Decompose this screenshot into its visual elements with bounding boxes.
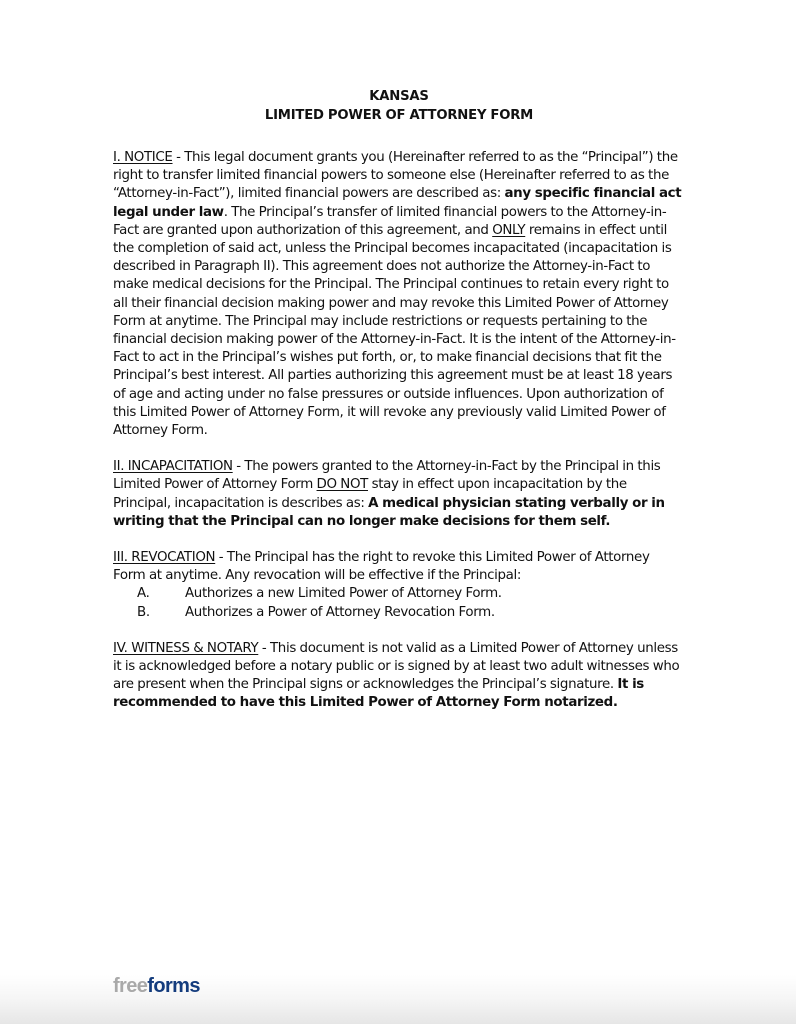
- title-form-name: LIMITED POWER OF ATTORNEY FORM: [264, 107, 534, 123]
- section-incapacitation: [113, 458, 685, 531]
- section-heading: II. INCAPACITATION: [113, 459, 233, 475]
- section-revocation: [113, 549, 685, 622]
- section-heading: IV. WITNESS & NOTARY: [113, 640, 259, 656]
- section-heading: I. NOTICE: [113, 150, 173, 165]
- section-text: . The Principal’s transfer of limited financial powers to the Attorney-in-Fact are granted upon authorization of this agreement, and: [113, 204, 667, 238]
- section-underlined-text: DO NOT: [316, 477, 368, 493]
- section-witness-notary: [113, 640, 685, 713]
- section-bold-text: A medical physician stating verbally or in writing that the Principal can no longer make decisions for them self.: [113, 495, 665, 529]
- section-bold-text: any specific financial act legal under law: [113, 186, 682, 220]
- section-text: - This legal document grants you (Hereinafter referred to as the “Principal”) the right to transfer limited financial powers to someone else (Hereinafter referred to as the “Attorney-in-Fact”), limited financial powers are described as:: [113, 150, 678, 202]
- logo-forms-text: forms: [147, 975, 200, 997]
- section-text: - The Principal has the right to revoke this Limited Power of Attorney Form at anytime. Any revocation will be effective if the Principal:: [113, 550, 650, 584]
- revocation-list: [113, 585, 685, 621]
- document-title: [113, 88, 685, 125]
- freeforms-logo: [113, 975, 200, 998]
- list-item-letter: B.: [137, 604, 150, 620]
- section-heading: III. REVOCATION: [113, 550, 216, 566]
- list-item: [113, 585, 685, 603]
- section-text: stay in effect upon incapacitation by the Principal, incapacitation is describes as:: [113, 477, 627, 511]
- list-item-text: Authorizes a Power of Attorney Revocation Form.: [185, 604, 495, 620]
- section-notice: [113, 149, 685, 440]
- list-item: [113, 604, 685, 622]
- list-item-letter: A.: [137, 586, 150, 602]
- document-body: [113, 88, 685, 731]
- section-bold-text: It is recommended to have this Limited Power of Attorney Form notarized.: [113, 677, 644, 711]
- section-text: remains in effect until the completion of said act, unless the Principal becomes incapacitated (incapacitation is described in Paragraph II). This agreement does not authorize the Attorney-in-Fact to make medical decisions for the Principal. The Principal continues to retain every right to all their financial decision making power and may revoke this Limited Power of Attorney Form at anytime. The Principal may include restrictions or requests pertaining to the financial decision making power of the Attorney-in-Fact. It is the intent of the Attorney-in-Fact to act in the Principal’s wishes put forth, or, to make financial decisions that fit the Principal’s best interest. All parties authorizing this agreement must be at least 18 years of age and acting under no false pressures or outside influences. Upon authorization of this Limited Power of Attorney Form, it will revoke any previously valid Limited Power of Attorney Form.: [113, 222, 676, 439]
- section-text: - The powers granted to the Attorney-in-Fact by the Principal in this Limited Power of Attorney Form: [113, 459, 661, 493]
- title-state: KANSAS: [369, 89, 429, 104]
- section-underlined-text: ONLY: [492, 222, 526, 238]
- logo-free-text: free: [113, 975, 148, 997]
- list-item-text: Authorizes a new Limited Power of Attorney Form.: [185, 586, 502, 602]
- section-text: - This document is not valid as a Limited Power of Attorney unless it is acknowledged before a notary public or is signed by at least two adult witnesses who are present when the Principal signs or acknowledges the Principal’s signature.: [113, 640, 680, 693]
